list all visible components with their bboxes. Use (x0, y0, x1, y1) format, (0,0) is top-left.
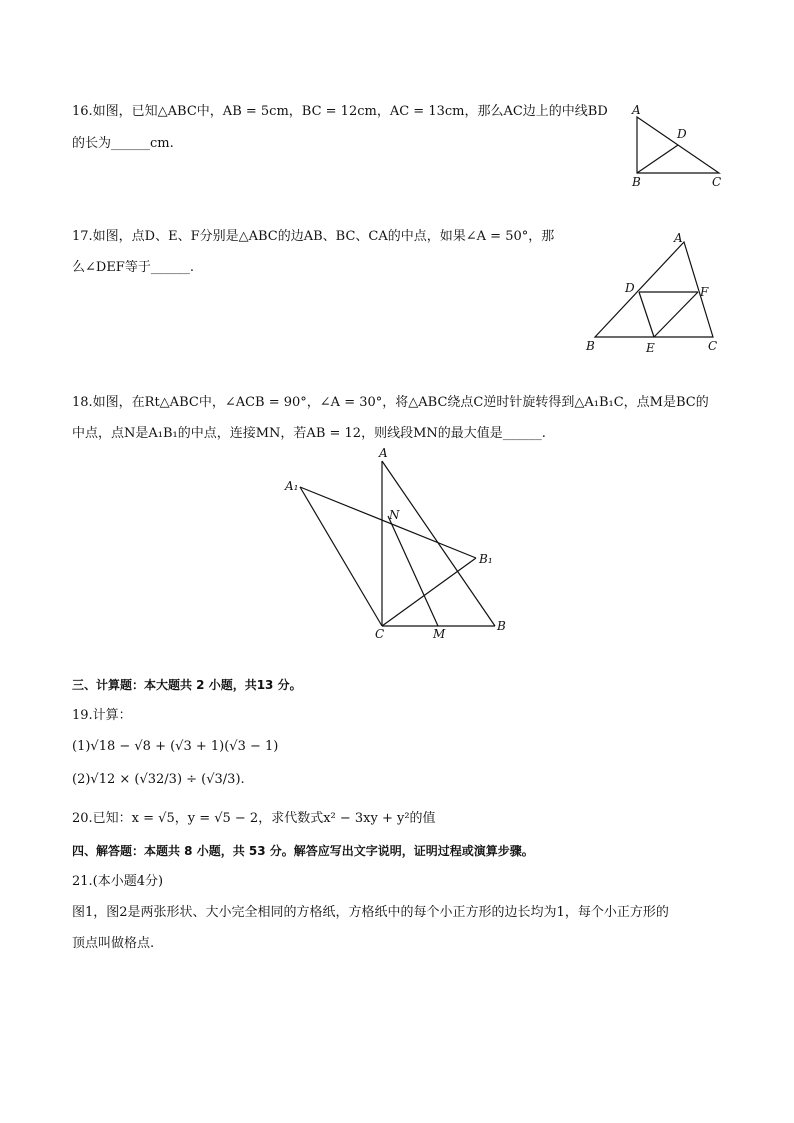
median-bd (637, 145, 678, 173)
segment-a1b1 (300, 487, 476, 558)
label-c: C (708, 339, 718, 353)
label-c: C (712, 175, 722, 189)
segment-cb1 (382, 558, 476, 626)
q21-title: 21.(本小题4分) (72, 874, 164, 889)
label-b: B (497, 619, 506, 633)
q16-line1: 16.如图，已知△ABC中，AB = 5cm，BC = 12cm，AC = 13cm，那么AC边上的中线BD (72, 104, 608, 119)
q19-item1: (1)√18 − √8 + (√3 + 1)(√3 − 1) (72, 739, 279, 754)
q21-line1: 图1，图2是两张形状、大小完全相同的方格纸，方格纸中的每个小正方形的边长均为1，每个小正方形的 (72, 905, 669, 920)
label-m: M (433, 627, 446, 641)
label-e: E (646, 341, 655, 355)
label-f: F (700, 285, 709, 299)
q18-line1: 18.如图，在Rt△ABC中，∠ACB = 90°，∠A = 30°，将△ABC绕点C逆时针旋转得到△A₁B₁C，点M是BC的 (72, 395, 709, 410)
q16-line2: 的长为______cm. (72, 136, 174, 151)
label-b: B (632, 175, 641, 189)
section-3-heading: 三、计算题：本大题共 2 小题，共13 分。 (72, 678, 302, 692)
label-b1: B₁ (479, 552, 493, 566)
figure-q16 (620, 100, 730, 192)
figure-q18 (280, 445, 520, 645)
q17-line2: 么∠DEF等于______. (72, 260, 194, 275)
figure-q17 (580, 228, 730, 358)
label-a: A (674, 231, 683, 245)
label-n: N (389, 508, 400, 522)
q21-line2: 顶点叫做格点. (72, 936, 155, 951)
label-d: D (625, 281, 635, 295)
q19-title: 19.计算： (72, 708, 132, 723)
segment-de (639, 292, 654, 337)
section-4-heading: 四、解答题：本题共 8 小题，共 53 分。解答应写出文字说明，证明过程或演算步骤。 (72, 844, 534, 858)
segment-ef (654, 292, 698, 337)
label-a: A (379, 446, 388, 460)
q19-item2: (2)√12 × (√32/3) ÷ (√3/3). (72, 772, 245, 787)
segment-ca1 (300, 487, 382, 626)
triangle-abc (595, 242, 713, 337)
label-a: A (632, 103, 641, 117)
q17-line1: 17.如图，点D、E、F分别是△ABC的边AB、BC、CA的中点，如果∠A = 50°，那 (72, 229, 555, 244)
label-c: C (375, 627, 385, 641)
label-d: D (677, 127, 687, 141)
label-b: B (586, 339, 595, 353)
q20-text: 20.已知：x = √5，y = √5 − 2，求代数式x² − 3xy + y²的值 (72, 811, 436, 826)
q18-line2: 中点，点N是A₁B₁的中点，连接MN，若AB = 12，则线段MN的最大值是______. (72, 426, 546, 441)
label-a1: A₁ (285, 479, 299, 493)
